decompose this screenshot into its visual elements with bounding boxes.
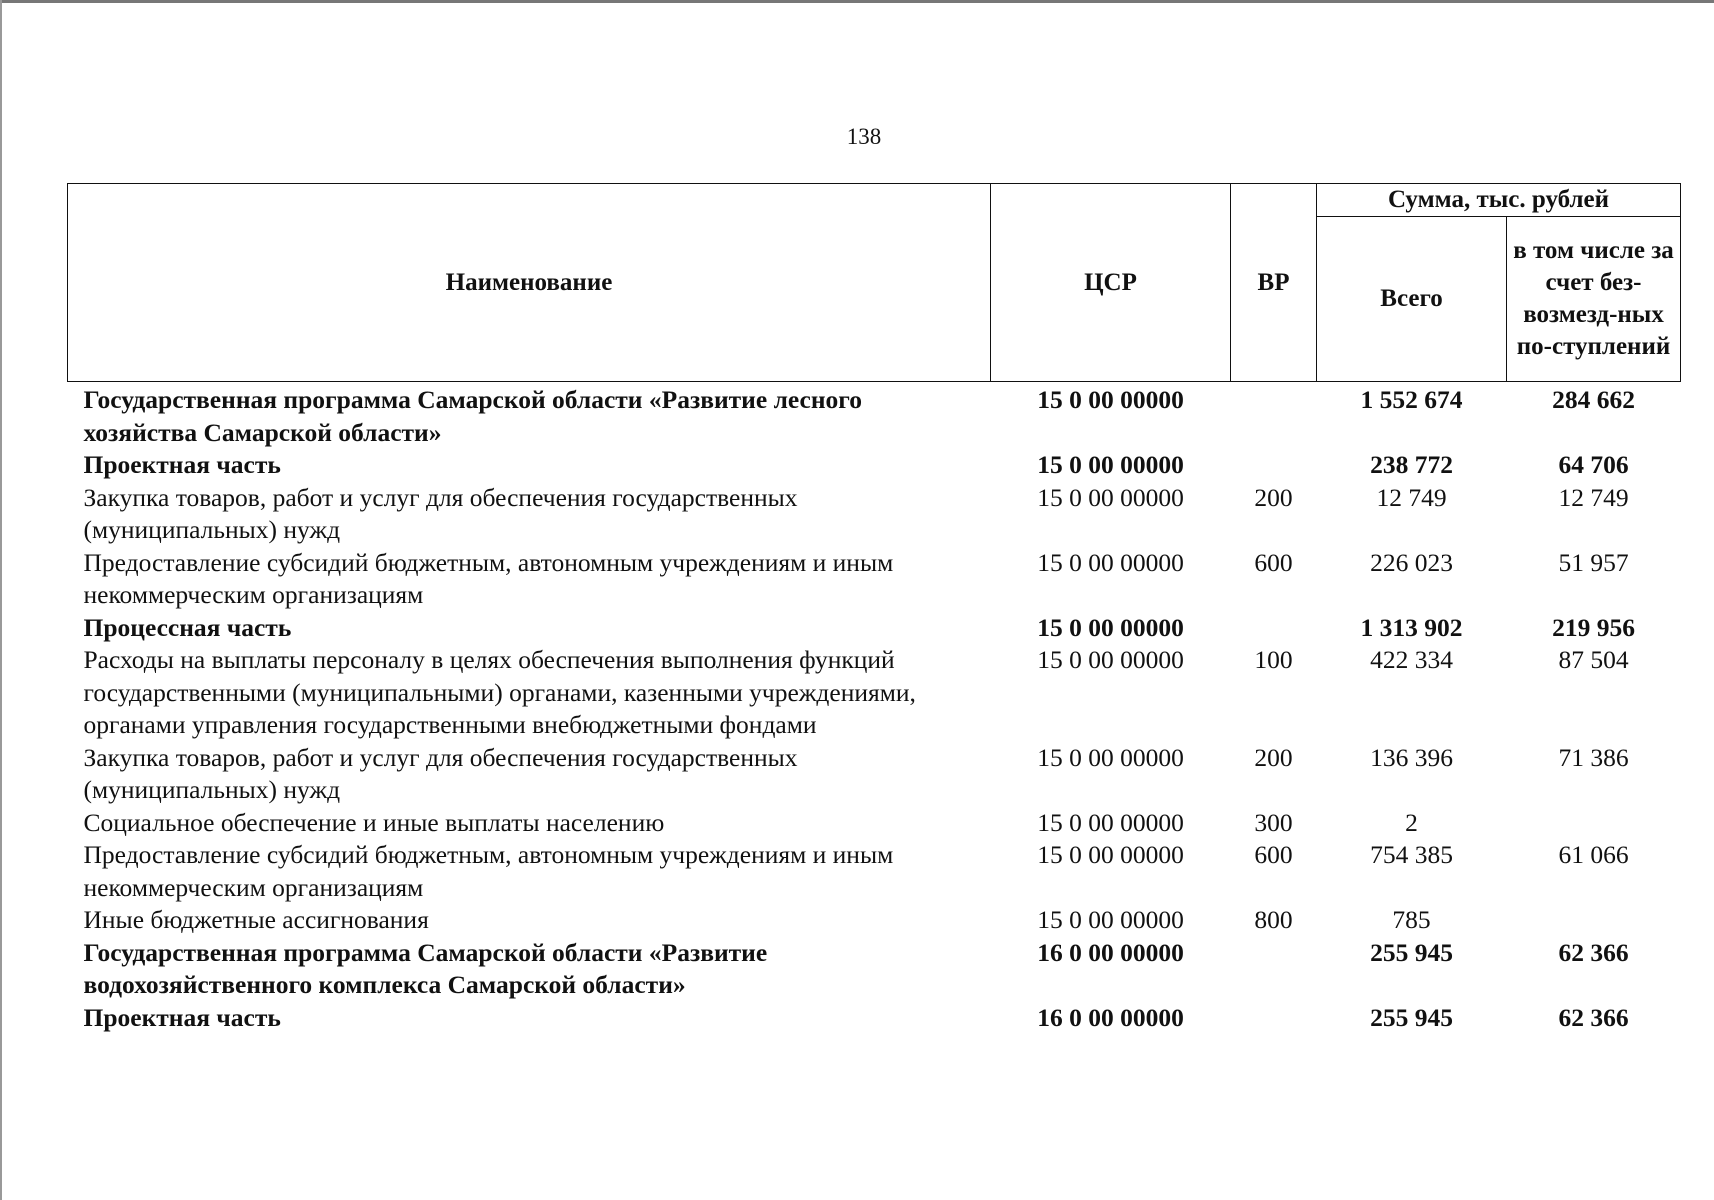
header-vr: ВР: [1231, 184, 1317, 382]
page-number: 138: [846, 124, 882, 149]
row-incl: 219 956: [1552, 612, 1635, 642]
row-csr: 15 0 00 00000: [1037, 385, 1184, 414]
row-vr: [1231, 612, 1317, 645]
table-header: [68, 184, 1681, 382]
row-incl: 62 366: [1558, 1002, 1629, 1032]
row-total: 2: [1405, 807, 1418, 837]
row-incl: 284 662: [1552, 385, 1635, 414]
row-name: Процессная часть: [83, 612, 292, 642]
row-name: Закупка товаров, работ и услуг для обеспечения государственных (муниципальных) нужд: [83, 482, 798, 544]
row-incl: 12 749: [1558, 482, 1629, 512]
row-total: 12 749: [1376, 482, 1447, 512]
row-total: 238 772: [1370, 450, 1453, 479]
row-total: 255 945: [1370, 1002, 1453, 1032]
row-incl: 51 957: [1558, 547, 1629, 577]
row-name: Предоставление субсидий бюджетным, автономным учреждениям и иным некоммерческим организациям: [83, 840, 894, 902]
row-csr: 15 0 00 00000: [1037, 742, 1184, 772]
budget-table: [67, 183, 1681, 1034]
row-csr: 15 0 00 00000: [1037, 482, 1184, 512]
row-csr: 15 0 00 00000: [1037, 807, 1184, 837]
row-vr: 800: [1254, 905, 1293, 934]
table-row: [68, 612, 1681, 645]
header-name: Наименование: [68, 184, 991, 382]
row-vr: 600: [1254, 840, 1293, 869]
row-vr: 200: [1254, 742, 1293, 772]
row-incl: [1507, 904, 1681, 937]
scan-edge-top: [0, 0, 1714, 3]
row-name: Иные бюджетные ассигнования: [83, 905, 429, 934]
row-vr: 200: [1254, 482, 1293, 512]
row-name: Государственная программа Самарской области «Развитие водохозяйственного комплекса Самарской области»: [83, 937, 768, 999]
row-total: 785: [1392, 905, 1431, 934]
table-row: [68, 904, 1681, 937]
row-incl: 61 066: [1558, 840, 1629, 869]
row-incl: [1507, 807, 1681, 840]
row-total: 226 023: [1370, 547, 1453, 577]
row-csr: 15 0 00 00000: [1037, 612, 1184, 642]
row-total: 422 334: [1370, 645, 1453, 674]
header-sum-group: Сумма, тыс. рублей: [1317, 184, 1681, 217]
row-csr: 16 0 00 00000: [1037, 937, 1184, 967]
row-name: Государственная программа Самарской области «Развитие лесного хозяйства Самарской области»: [83, 385, 862, 447]
table-body: [68, 382, 1681, 1035]
table-row: [68, 839, 1681, 904]
row-name: Предоставление субсидий бюджетным, автономным учреждениям и иным некоммерческим организациям: [83, 547, 894, 609]
table-row: [68, 807, 1681, 840]
budget-table-container: [67, 183, 1680, 1034]
table-row: [68, 1002, 1681, 1035]
row-incl: 71 386: [1558, 742, 1629, 772]
table-row: [68, 547, 1681, 612]
row-name: Расходы на выплаты персоналу в целях обеспечения выполнения функций государственными (муниципальными) органами, казенными учреждениями, органами управления государственными внебюджетными фондами: [83, 645, 916, 739]
row-vr: 600: [1254, 547, 1293, 577]
row-total: 136 396: [1370, 742, 1453, 772]
row-vr: 100: [1254, 645, 1293, 674]
table-row: [68, 449, 1681, 482]
row-total: 255 945: [1370, 937, 1453, 967]
row-csr: 15 0 00 00000: [1037, 840, 1184, 869]
table-row: [68, 937, 1681, 1002]
row-name: Проектная часть: [83, 1002, 281, 1032]
row-incl: 62 366: [1558, 937, 1629, 967]
table-row: [68, 482, 1681, 547]
row-incl: 64 706: [1558, 450, 1629, 479]
row-name: Проектная часть: [83, 450, 281, 479]
row-csr: 15 0 00 00000: [1037, 547, 1184, 577]
row-csr: 15 0 00 00000: [1037, 645, 1184, 674]
row-vr: [1231, 937, 1317, 1002]
row-total: 1 552 674: [1360, 385, 1463, 414]
row-total: 1 313 902: [1360, 612, 1463, 642]
header-incl: в том числе за счет без-возмезд-ных по-ступлений: [1507, 217, 1681, 382]
row-name: Закупка товаров, работ и услуг для обеспечения государственных (муниципальных) нужд: [83, 742, 798, 804]
row-vr: [1231, 382, 1317, 450]
row-vr: 300: [1254, 807, 1293, 837]
table-row: [68, 382, 1681, 450]
header-csr: ЦСР: [991, 184, 1231, 382]
row-total: 754 385: [1370, 840, 1453, 869]
table-row: [68, 742, 1681, 807]
row-vr: [1231, 1002, 1317, 1035]
row-csr: 16 0 00 00000: [1037, 1002, 1184, 1032]
row-incl: 87 504: [1558, 645, 1629, 674]
row-vr: [1231, 449, 1317, 482]
row-name: Социальное обеспечение и иные выплаты населению: [83, 807, 665, 837]
table-row: [68, 644, 1681, 742]
row-csr: 15 0 00 00000: [1037, 905, 1184, 934]
header-total: Всего: [1317, 217, 1507, 382]
row-csr: 15 0 00 00000: [1037, 450, 1184, 479]
scan-edge-left: [0, 0, 2, 1200]
